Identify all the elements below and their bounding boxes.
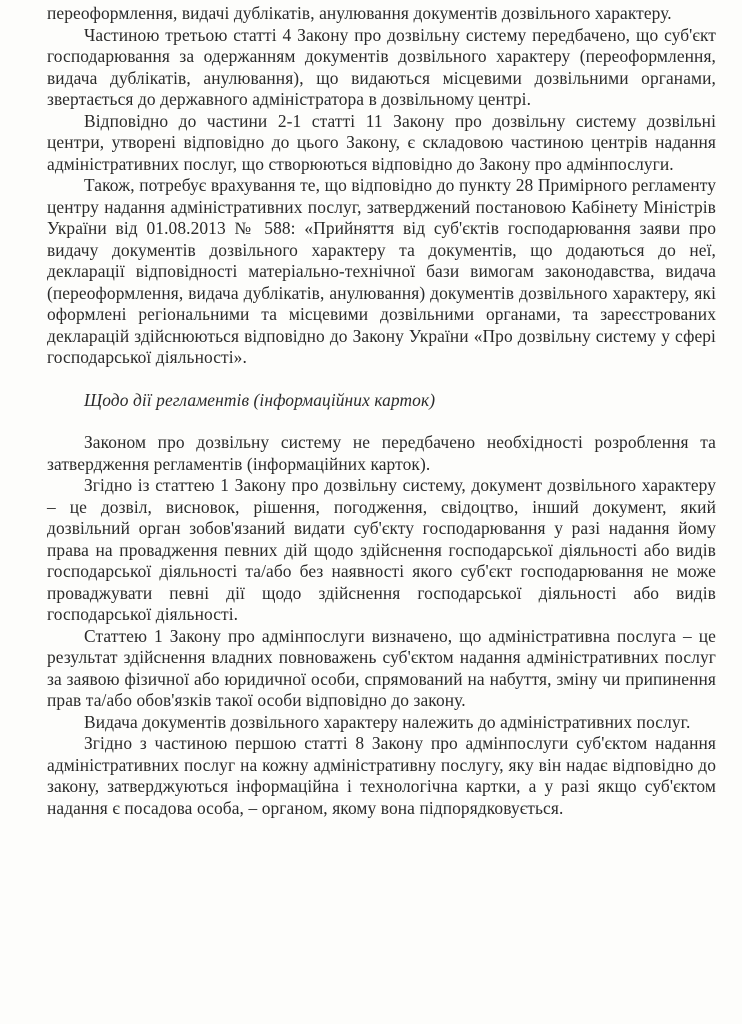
- document-body: [47, 3, 716, 819]
- paragraph-issuance-is-service: Видача документів дозвільного характеру належить до адміністративних послуг.: [84, 711, 691, 732]
- paragraph-continuation: переоформлення, видачі дублікатів, анулювання документів дозвільного характеру.: [47, 3, 672, 23]
- paragraph-article-4: Частиною третьою статті 4 Закону про дозвільну систему передбачено, що суб'єкт господарювання за одержанням документів дозвільного характеру (переоформлення, видача дублікатів, анулювання), що видаються місцевими дозвільними органами, звертається до державного адміністратора в дозвільному центрі.: [47, 24, 716, 109]
- paragraph-permit-definition: Згідно із статтею 1 Закону про дозвільну систему, документ дозвільного характеру – це дозвіл, висновок, рішення, погодження, свідоцтво, інший документ, який дозвільний орган зобов'язаний видати суб'єкту господарювання у разі надання йому права на провадження певних дій щодо здійснення господарської діяльності або видів господарської діяльності та/або без наявності якого суб'єкт господарювання не може проваджувати певні дії щодо здійснення господарської діяльності або видів господарської діяльності.: [47, 475, 716, 624]
- paragraph-no-regulations: Законом про дозвільну систему не передбачено необхідності розроблення та затвердження регламентів (інформаційних карток).: [47, 432, 716, 474]
- section-heading: Щодо дії регламентів (інформаційних карток): [84, 389, 436, 410]
- paragraph-article-8: Згідно з частиною першою статті 8 Закону про адмінпослуги суб'єктом надання адміністративних послуг на кожну адміністративну послугу, яку він надає відповідно до закону, затверджуються інформаційна і технологічна картки, а у разі якщо суб'єктом надання є посадова особа, – органом, якому вона підпорядковується.: [47, 733, 716, 818]
- paragraph-article-11: Відповідно до частини 2-1 статті 11 Закону про дозвільну систему дозвільні центри, утворені відповідно до цього Закону, є складовою частиною центрів надання адміністративних послуг, що створюються відповідно до Закону про адмінпослуги.: [47, 110, 716, 174]
- paragraph-admin-service-definition: Статтею 1 Закону про адмінпослуги визначено, що адміністративна послуга – це результат здійснення владних повноважень суб'єктом надання адміністративних послуг за заявою фізичної або юридичної особи, спрямований на набуття, зміну чи припинення прав та/або обов'язків такої особи відповідно до закону.: [47, 625, 716, 710]
- paragraph-regulation-28: Також, потребує врахування те, що відповідно до пункту 28 Примірного регламенту центру надання адміністративних послуг, затверджений постановою Кабінету Міністрів України від 01.08.2013 № 588: «Прийняття від суб'єктів господарювання заяви про видачу документів дозвільного характеру та документів, що додаються до неї, декларації відповідності матеріально-технічної бази вимогам законодавства, видача (переоформлення, видача дублікатів, анулювання) документів дозвільного характеру, які оформлені регіональними та місцевими дозвільними органами, та зареєстрованих декларацій здійснюються відповідно до Закону України «Про дозвільну систему у сфері господарської діяльності».: [47, 175, 716, 367]
